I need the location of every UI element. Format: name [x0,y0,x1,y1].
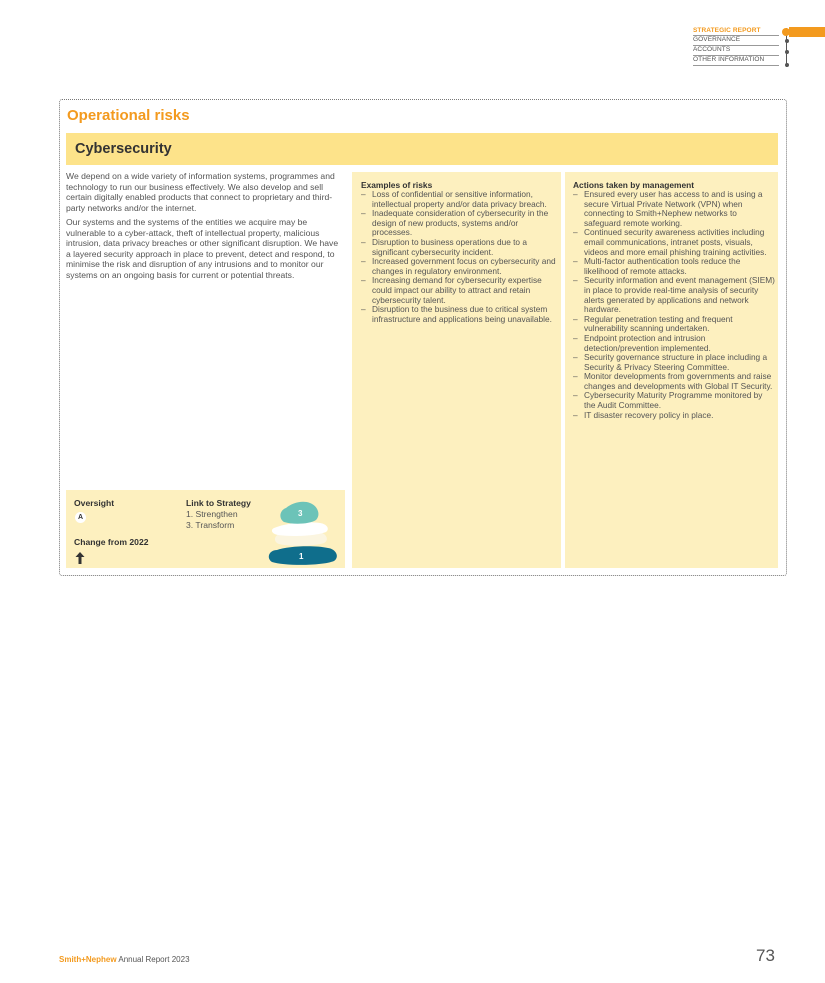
list-item: – Disruption to business operations due to a significant cybersecurity incident. [361,238,559,257]
link-to-strategy-label: Link to Strategy [186,498,251,508]
list-item: – Cybersecurity Maturity Programme monitored by the Audit Committee. [573,391,776,410]
nav-dot [785,63,789,67]
list-item: – Security governance structure in place including a Security & Privacy Steering Committee. [573,353,776,372]
list-item: – Inadequate consideration of cybersecurity in the design of new products, systems and/or processes. [361,209,559,238]
examples-box [352,172,561,568]
intro-text [66,171,340,284]
oversight-badge: A [75,512,86,523]
list-item: – Increased government focus on cybersecurity and changes in regulatory environment. [361,257,559,276]
stack-label-3: 3 [298,509,303,518]
nav-active-tab [789,27,825,37]
list-item: – Endpoint protection and intrusion detection/prevention implemented. [573,334,776,353]
actions-heading: Actions taken by management [573,180,695,190]
list-item: – Regular penetration testing and frequent vulnerability scanning undertaken. [573,315,776,334]
stack-label-1: 1 [299,552,304,561]
section-nav [693,26,779,66]
nav-strategic-report[interactable]: STRATEGIC REPORT [693,26,779,36]
list-item: – Multi-factor authentication tools reduce the likelihood of remote attacks. [573,257,776,276]
footer-title: Annual Report 2023 [116,955,190,964]
strategy-stack-icon [264,494,340,566]
arrow-up-icon [74,551,86,565]
actions-box [565,172,778,568]
footer [59,955,190,964]
list-item: – Ensured every user has access to and is using a secure Virtual Private Network (VPN) when connecting to Smith+Nephew networks to safeguard remote working. [573,190,776,228]
list-item: – Security information and event management (SIEM) in place to provide real-time analysis of security alerts generated by applications and network hardware. [573,276,776,314]
intro-paragraph: Our systems and the systems of the entities we acquire may be vulnerable to a cyber-attack, theft of intellectual property, malicious intrusion, data privacy breaches or other significant disruption. We have a layered security approach in place to prevent, detect and respond, to minimise the risk and disruption of any intrusions and to monitor our systems on an ongoing basis for current or potential threats. [66,217,339,280]
strategy-link-3: 3. Transform [186,520,235,530]
list-item: – Continued security awareness activities including email communications, intranet posts, visuals, videos and more email phishing training activities. [573,228,776,257]
nav-active-dot [782,28,790,36]
nav-accounts[interactable]: ACCOUNTS [693,46,779,56]
page-number: 73 [756,946,775,965]
list-item: – Disruption to the business due to critical system infrastructure and applications being unavailable. [361,305,559,324]
examples-list [361,190,559,324]
actions-list [573,190,776,420]
oversight-box [66,490,345,568]
change-label: Change from 2022 [74,537,149,547]
examples-heading: Examples of risks [361,180,433,190]
risk-title-bar [66,133,778,165]
section-title: Operational risks [67,107,190,124]
list-item: – IT disaster recovery policy in place. [573,411,776,421]
footer-brand: Smith+Nephew [59,955,117,964]
list-item: – Monitor developments from governments and raise changes and developments with Global IT Security. [573,372,776,391]
risk-title: Cybersecurity [75,141,172,157]
list-item: – Loss of confidential or sensitive information, intellectual property and/or data privacy breach. [361,190,559,209]
intro-paragraph: We depend on a wide variety of information systems, programmes and technology to run our business effectively. We also develop and sell certain digitally enabled products that connect to proprietary and third-party networks and/or the internet. [66,171,335,213]
oversight-label: Oversight [74,498,115,508]
nav-dot [785,39,789,43]
list-item: – Increasing demand for cybersecurity expertise could impact our ability to attract and retain cybersecurity talent. [361,276,559,305]
nav-other-information[interactable]: OTHER INFORMATION [693,56,779,66]
strategy-link-1: 1. Strengthen [186,509,238,519]
nav-governance[interactable]: GOVERNANCE [693,36,779,46]
nav-dot [785,50,789,54]
